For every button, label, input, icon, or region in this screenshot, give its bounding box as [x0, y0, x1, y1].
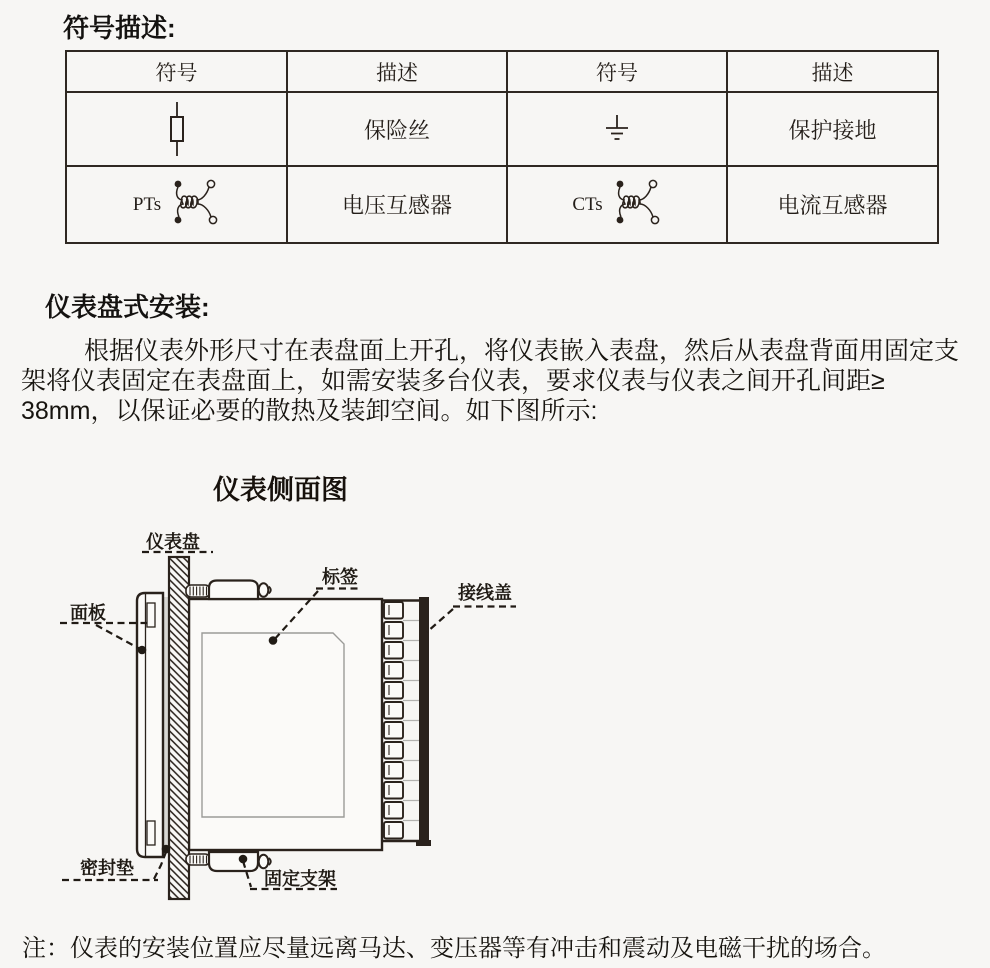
ground-desc-cell: 保护接地: [727, 92, 938, 166]
ct-winding-icon: [612, 177, 662, 232]
fixing-bracket-top: [186, 581, 271, 600]
ct-prefix-label: CTs: [572, 193, 603, 215]
bezel-clip-slot: [147, 821, 155, 845]
label-seal-gasket: 密封垫: [80, 858, 134, 878]
terminal-step-lines: [403, 621, 419, 821]
paragraph-line: 架将仪表固定在表盘面上，如需安装多台仪表，要求仪表与仪表之间开孔间距≥: [21, 367, 885, 395]
bezel-clip-slot: [147, 603, 155, 627]
meter-body: [189, 599, 382, 850]
ct-desc-cell: 电流互感器: [727, 166, 938, 243]
symbol-table: [65, 50, 939, 244]
label-front-panel: 面板: [70, 603, 106, 623]
label-fixing-bracket: 固定支架: [264, 869, 336, 889]
pt-winding-icon: [170, 177, 220, 232]
table-row: [66, 92, 938, 166]
fuse-desc-cell: 保险丝: [287, 92, 507, 166]
ct-symbol-cell: [507, 166, 727, 243]
paragraph-line: 根据仪表外形尺寸在表盘面上开孔，将仪表嵌入表盘，然后从表盘背面用固定支: [84, 337, 960, 365]
panel-board-wall: [169, 557, 189, 899]
terminal-cover-foot: [416, 840, 431, 846]
pt-desc-cell: 电压互感器: [287, 166, 507, 243]
fixing-bracket-bottom: [186, 852, 271, 871]
heading-panel-mount: 仪表盘式安装:: [45, 292, 210, 322]
label-terminal-cover: 接线盖: [458, 583, 512, 603]
fuse-symbol-icon: [67, 102, 286, 156]
col-header-symbol-1: 符号: [66, 51, 287, 92]
pt-symbol-cell: [66, 166, 287, 243]
fuse-symbol-cell: [66, 92, 287, 166]
table-row: [66, 166, 938, 243]
diagram-title: 仪表侧面图: [213, 475, 348, 505]
label-sticker: 标签: [322, 567, 358, 587]
ground-symbol-cell: [507, 92, 727, 166]
table-header-row: [66, 51, 938, 92]
installation-note: 注：仪表的安装位置应尽量远离马达、变压器等有冲击和震动及电磁干扰的场合。: [22, 935, 886, 962]
heading-symbol-description: 符号描述:: [63, 13, 176, 43]
terminal-block: [384, 602, 403, 839]
side-view-diagram: [40, 515, 560, 915]
terminal-cover-bar: [419, 597, 429, 845]
col-header-desc-1: 描述: [287, 51, 507, 92]
label-panel-board: 仪表盘: [146, 532, 200, 552]
front-panel-bezel: [137, 593, 163, 857]
col-header-desc-2: 描述: [727, 51, 938, 92]
paragraph-line: 38mm，以保证必要的散热及装卸空间。如下图所示:: [21, 397, 598, 425]
install-paragraph: [21, 336, 986, 426]
col-header-symbol-2: 符号: [507, 51, 727, 92]
pt-prefix-label: PTs: [132, 193, 162, 215]
earth-ground-icon: [508, 115, 726, 143]
